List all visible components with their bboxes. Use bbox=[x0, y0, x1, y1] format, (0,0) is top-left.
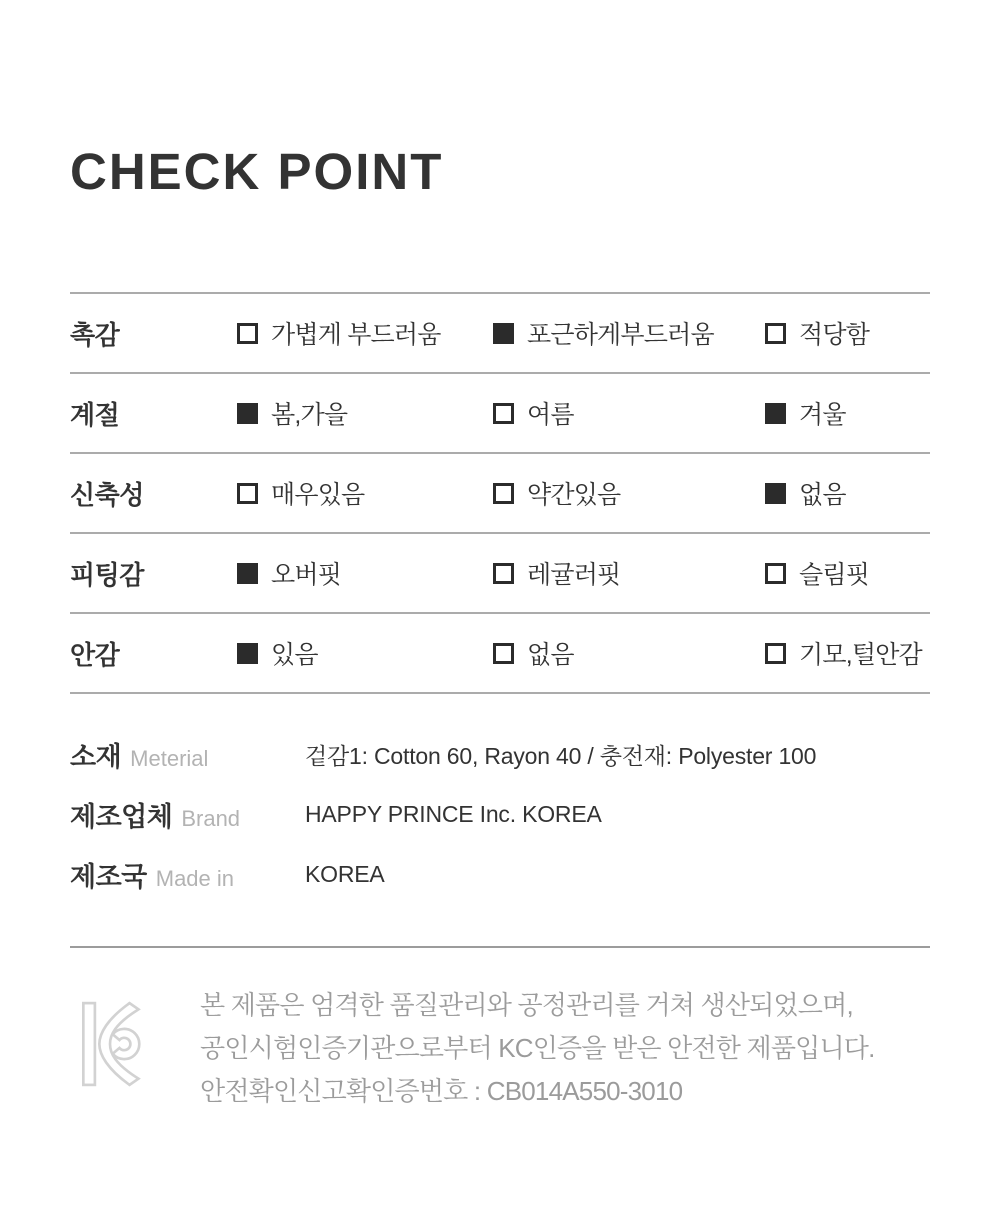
option-label: 없음 bbox=[527, 641, 574, 669]
certification-text bbox=[200, 984, 875, 1113]
info-row-brand bbox=[70, 784, 930, 844]
checkbox-icon bbox=[493, 403, 514, 424]
option-cell bbox=[765, 315, 930, 351]
checkbox-icon bbox=[237, 403, 258, 424]
info-label: 소재 bbox=[70, 741, 122, 772]
checkpoint-table bbox=[70, 292, 930, 694]
row-label: 계절 bbox=[70, 399, 120, 430]
option-cell bbox=[493, 395, 765, 431]
info-row-material bbox=[70, 724, 930, 784]
option-label: 없음 bbox=[799, 481, 846, 509]
checkbox-icon bbox=[237, 563, 258, 584]
option-cell bbox=[493, 555, 765, 591]
certification-line: 안전확인신고확인증번호 : CB014A550-3010 bbox=[200, 1076, 683, 1106]
certification-line: 공인시험인증기관으로부터 KC인증을 받은 안전한 제품입니다. bbox=[200, 1033, 875, 1063]
option-cell bbox=[765, 475, 930, 511]
option-cell bbox=[765, 635, 930, 671]
option-label: 겨울 bbox=[799, 401, 846, 429]
option-label: 오버핏 bbox=[271, 561, 342, 589]
product-info-section bbox=[70, 724, 930, 904]
section-divider bbox=[70, 946, 930, 948]
option-cell bbox=[493, 635, 765, 671]
checkbox-icon bbox=[237, 323, 258, 344]
option-label: 포근하게부드러움 bbox=[527, 321, 714, 349]
row-label: 안감 bbox=[70, 639, 120, 670]
page-title: CHECK POINT bbox=[70, 143, 444, 200]
info-label: 제조업체 bbox=[70, 801, 173, 832]
checkbox-icon bbox=[493, 643, 514, 664]
option-cell bbox=[237, 395, 493, 431]
info-label: 제조국 bbox=[70, 861, 147, 892]
option-label: 있음 bbox=[271, 641, 318, 669]
kc-mark-icon bbox=[78, 998, 142, 1095]
option-cell bbox=[493, 475, 765, 511]
option-cell bbox=[237, 475, 493, 511]
row-label: 피팅감 bbox=[70, 559, 144, 590]
option-cell bbox=[237, 555, 493, 591]
table-row-fit bbox=[70, 532, 930, 612]
info-value: KOREA bbox=[305, 860, 385, 887]
table-row-lining bbox=[70, 612, 930, 692]
info-sublabel: Made in bbox=[155, 865, 235, 891]
option-label: 매우있음 bbox=[271, 481, 365, 509]
info-value: 겉감1: Cotton 60, Rayon 40 / 충전재: Polyester 100 bbox=[305, 742, 817, 769]
option-cell bbox=[237, 635, 493, 671]
kc-certification-section bbox=[70, 984, 930, 1113]
checkbox-icon bbox=[493, 483, 514, 504]
checkbox-icon bbox=[493, 323, 514, 344]
table-row-season bbox=[70, 372, 930, 452]
info-sublabel: Brand bbox=[181, 805, 241, 831]
checkbox-icon bbox=[493, 563, 514, 584]
option-label: 적당함 bbox=[799, 321, 870, 349]
option-cell bbox=[237, 315, 493, 351]
checkbox-icon bbox=[765, 323, 786, 344]
option-label: 가볍게 부드러움 bbox=[271, 321, 441, 349]
option-label: 약간있음 bbox=[527, 481, 621, 509]
info-value: HAPPY PRINCE Inc. KOREA bbox=[305, 800, 602, 827]
checkbox-icon bbox=[765, 483, 786, 504]
option-label: 기모,털안감 bbox=[799, 641, 922, 669]
option-label: 레귤러핏 bbox=[527, 561, 621, 589]
row-label: 촉감 bbox=[70, 319, 120, 350]
table-row-elasticity bbox=[70, 452, 930, 532]
option-label: 봄,가을 bbox=[271, 401, 348, 429]
option-label: 슬림핏 bbox=[799, 561, 870, 589]
option-cell bbox=[493, 315, 765, 351]
option-label: 여름 bbox=[527, 401, 574, 429]
checkbox-icon bbox=[765, 403, 786, 424]
checkbox-icon bbox=[237, 483, 258, 504]
info-sublabel: Meterial bbox=[130, 745, 209, 771]
checkbox-icon bbox=[237, 643, 258, 664]
row-label: 신축성 bbox=[70, 479, 144, 510]
info-row-madein bbox=[70, 844, 930, 904]
checkbox-icon bbox=[765, 643, 786, 664]
option-cell bbox=[765, 555, 930, 591]
checkbox-icon bbox=[765, 563, 786, 584]
certification-line: 본 제품은 엄격한 품질관리와 공정관리를 거쳐 생산되었으며, bbox=[200, 990, 853, 1020]
option-cell bbox=[765, 395, 930, 431]
table-row-texture bbox=[70, 292, 930, 372]
